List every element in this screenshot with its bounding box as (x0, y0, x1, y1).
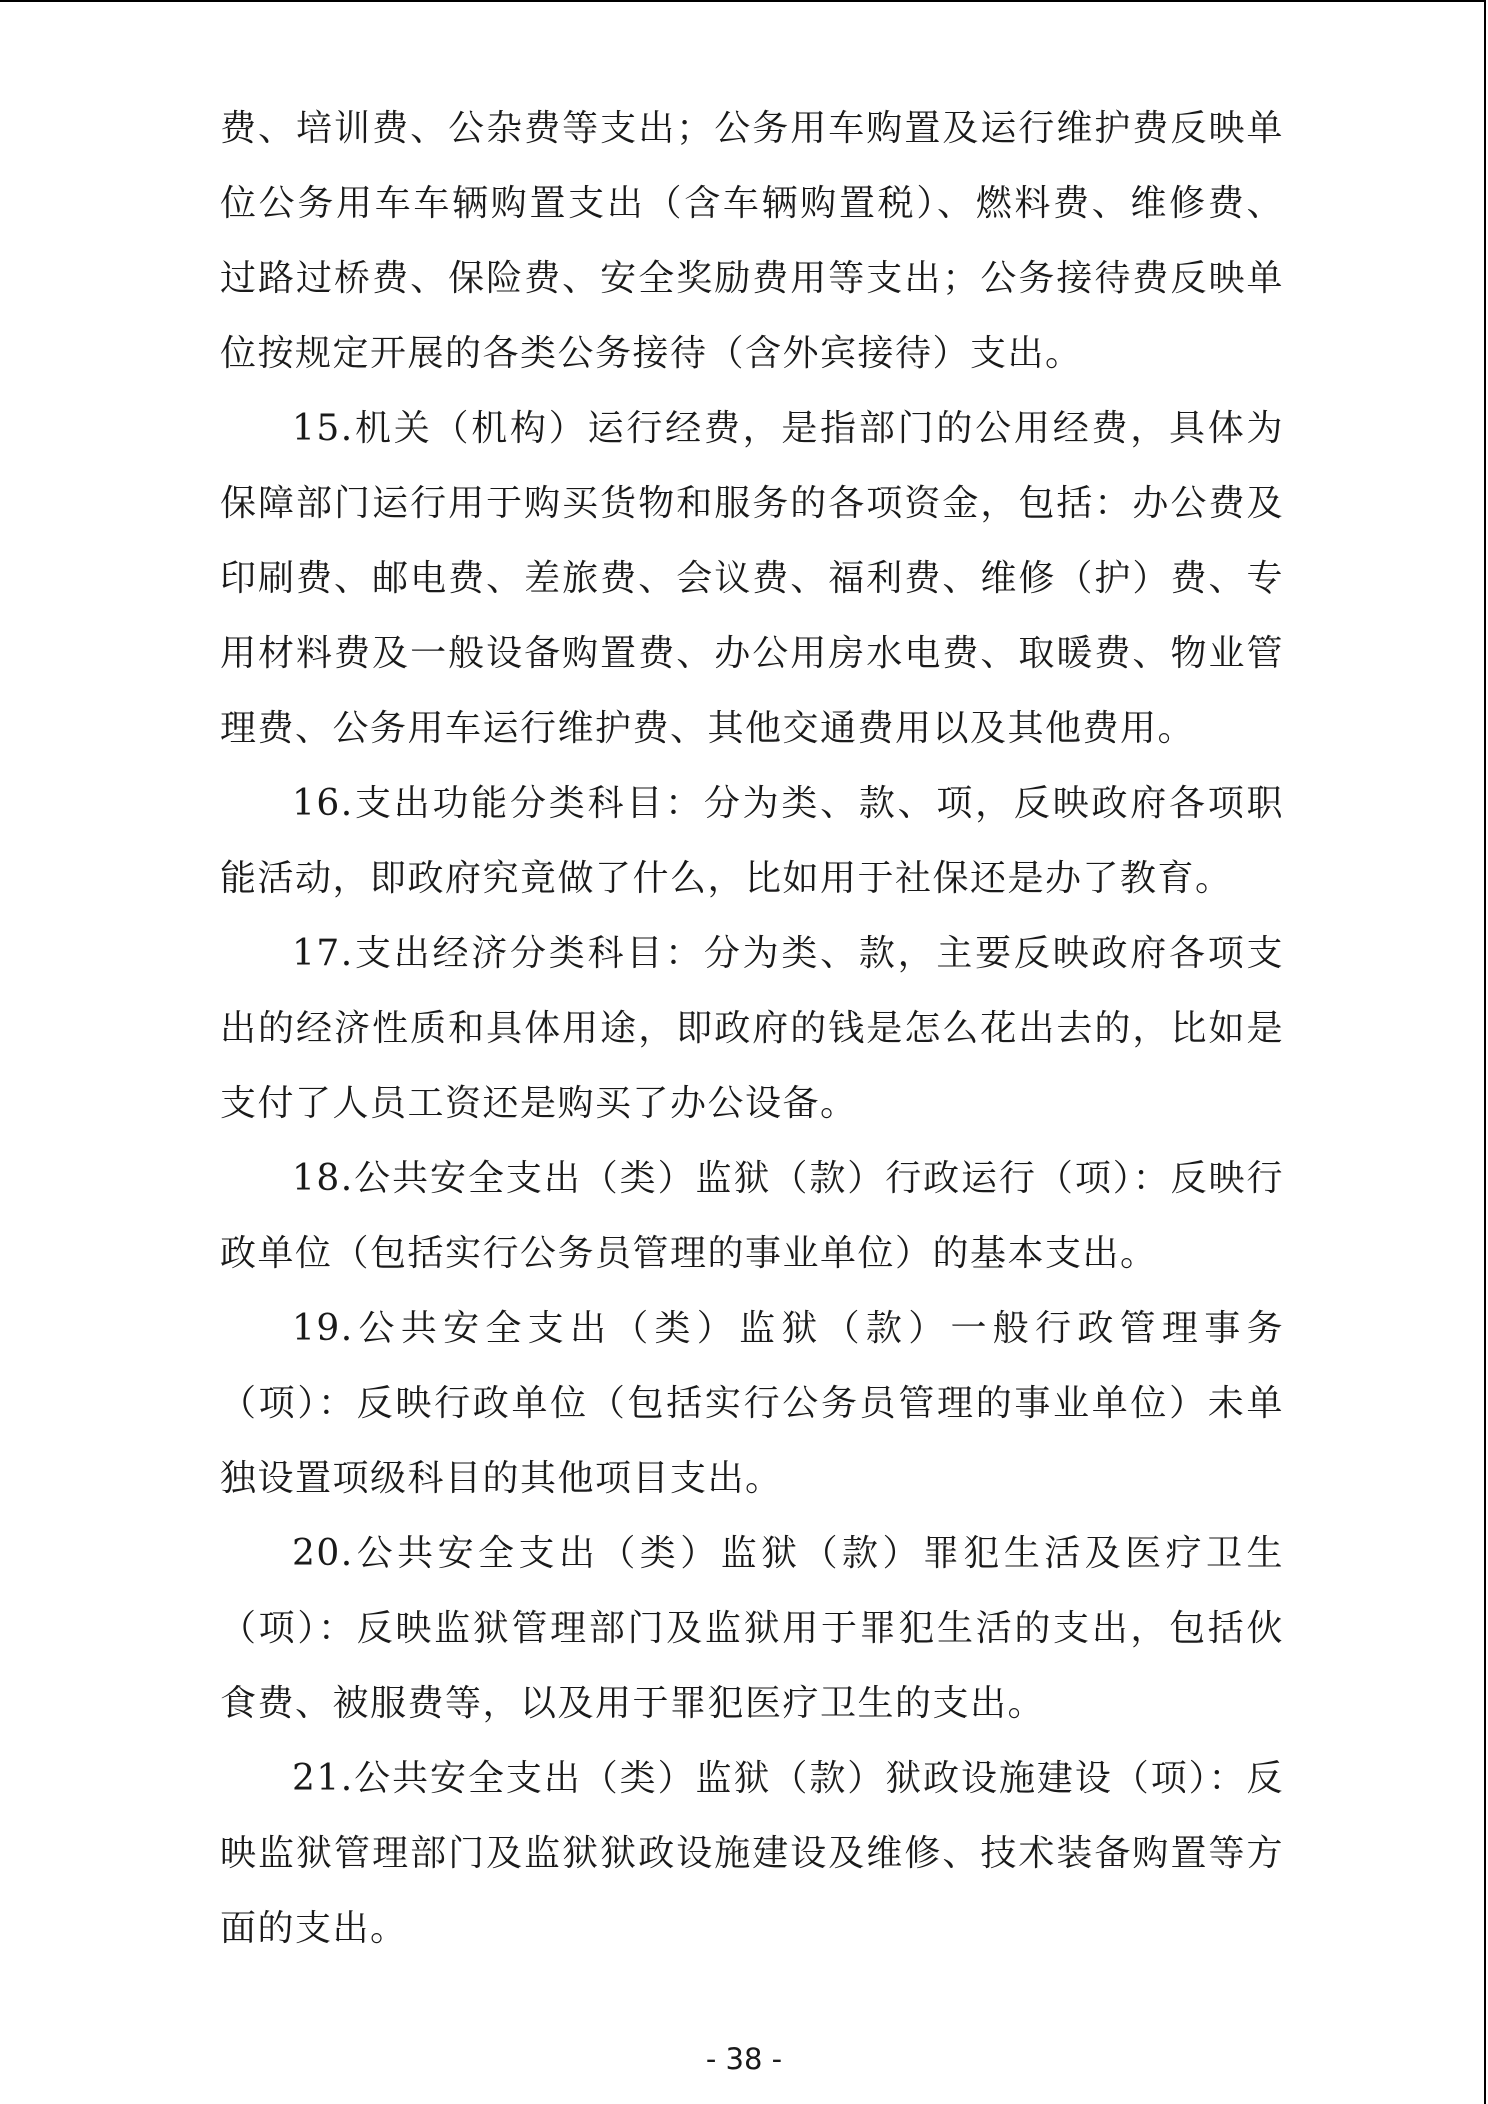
paragraph-item-15: 15.机关（机构）运行经费，是指部门的公用经费，具体为保障部门运行用于购买货物和服务的各项资金，包括：办公费及印刷费、邮电费、差旅费、会议费、福利费、维修（护）费、专用材料费及一般设备购置费、办公用房水电费、取暖费、物业管理费、公务用车运行维护费、其他交通费用以及其他费用。 (220, 408, 1284, 749)
paragraph-item-16: 16.支出功能分类科目：分为类、款、项，反映政府各项职能活动，即政府究竟做了什么，比如用于社保还是办了教育。 (220, 783, 1284, 899)
paragraph-item-19: 19.公共安全支出（类）监狱（款）一般行政管理事务（项）：反映行政单位（包括实行公务员管理的事业单位）未单独设置项级科目的其他项目支出。 (220, 1308, 1284, 1499)
paragraph-item-20: 20.公共安全支出（类）监狱（款）罪犯生活及医疗卫生（项）：反映监狱管理部门及监狱用于罪犯生活的支出，包括伙食费、被服费等，以及用于罪犯医疗卫生的支出。 (220, 1533, 1284, 1724)
page-number: - 38 - (705, 2042, 783, 2076)
paragraph-item-17: 17.支出经济分类科目：分为类、款，主要反映政府各项支出的经济性质和具体用途，即政府的钱是怎么花出去的，比如是支付了人员工资还是购买了办公设备。 (220, 933, 1284, 1124)
paragraph-item-18: 18.公共安全支出（类）监狱（款）行政运行（项）：反映行政单位（包括实行公务员管理的事业单位）的基本支出。 (220, 1158, 1284, 1274)
paragraph-continuation: 费、培训费、公杂费等支出；公务用车购置及运行维护费反映单位公务用车车辆购置支出（含车辆购置税）、燃料费、维修费、过路过桥费、保险费、安全奖励费用等支出；公务接待费反映单位按规定开展的各类公务接待（含外宾接待）支出。 (220, 108, 1284, 374)
document-body (220, 91, 1284, 1966)
paragraph-item-21: 21.公共安全支出（类）监狱（款）狱政设施建设（项）：反映监狱管理部门及监狱狱政设施建设及维修、技术装备购置等方面的支出。 (220, 1758, 1284, 1949)
